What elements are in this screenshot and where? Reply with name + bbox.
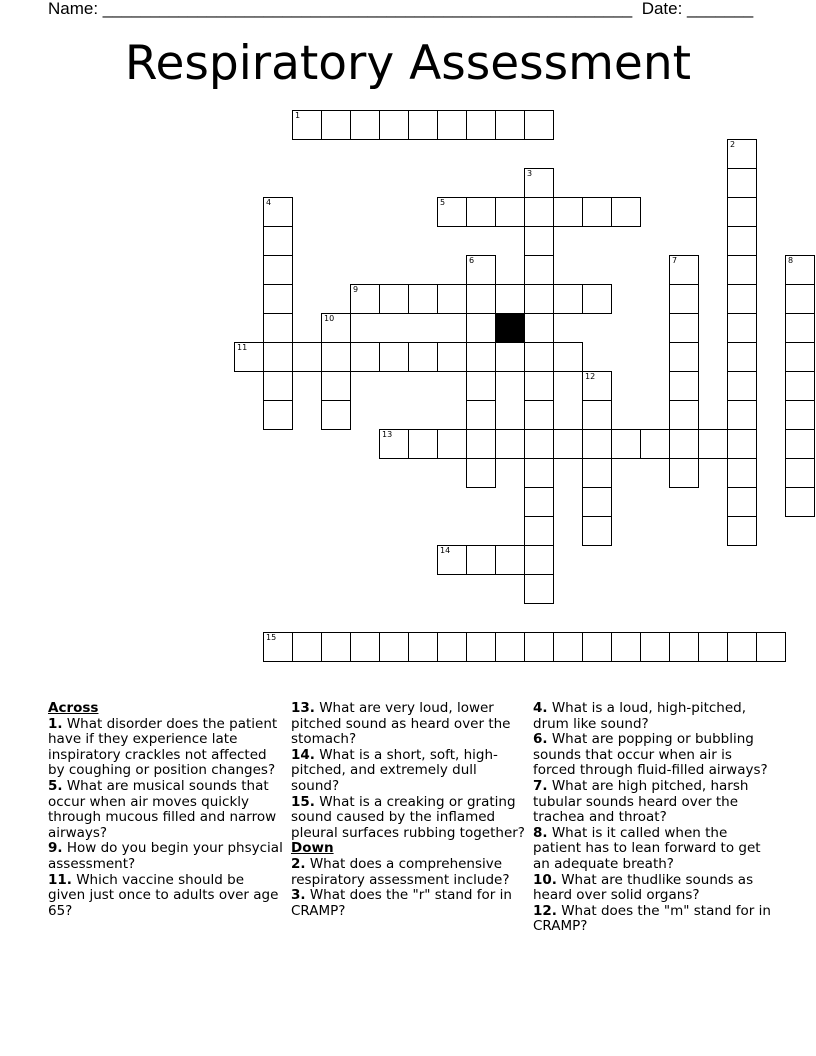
clue-number: 14	[440, 546, 451, 555]
clue-number-label: 1.	[48, 715, 63, 732]
clue-text: What are very loud, lower pitched sound as heard over the stomach?	[291, 700, 511, 748]
grid-cell[interactable]	[466, 313, 496, 343]
grid-cell[interactable]	[524, 110, 554, 140]
grid-cell[interactable]	[437, 545, 467, 575]
clue	[533, 826, 773, 873]
grid-cell[interactable]	[669, 632, 699, 662]
grid-cell[interactable]	[495, 197, 525, 227]
clue-number: 7	[672, 256, 678, 265]
clue-number-label: 9.	[48, 840, 63, 857]
grid-cell[interactable]	[466, 342, 496, 372]
clue-text: How do you begin your phsycial assessment?	[48, 840, 283, 872]
grid-cell[interactable]	[321, 313, 351, 343]
clue-number-label: 11.	[48, 871, 72, 888]
grid-cell[interactable]	[524, 458, 554, 488]
grid-cell[interactable]	[437, 197, 467, 227]
grid-cell[interactable]	[582, 487, 612, 517]
clue-number: 3	[527, 169, 533, 178]
grid-cell[interactable]	[495, 284, 525, 314]
grid-cell[interactable]	[524, 632, 554, 662]
clue-text: What does a comprehensive respiratory assessment include?	[291, 855, 510, 888]
grid-cell[interactable]	[379, 110, 409, 140]
clue	[533, 873, 773, 904]
grid-cell[interactable]	[640, 429, 670, 459]
grid-cell[interactable]	[553, 632, 583, 662]
clue-number-label: 2.	[291, 855, 306, 872]
clue-section-heading: Down	[291, 840, 334, 857]
grid-cell[interactable]	[292, 110, 322, 140]
grid-cell[interactable]	[466, 371, 496, 401]
grid-cell[interactable]	[582, 458, 612, 488]
clue-text: What does the "r" stand for in CRAMP?	[291, 887, 512, 919]
clue-number: 8	[788, 256, 794, 265]
grid-cell[interactable]	[263, 255, 293, 285]
clue-number: 1	[295, 111, 301, 120]
clue	[533, 904, 773, 935]
grid-cell[interactable]	[785, 400, 815, 430]
clue-column-1	[48, 701, 283, 919]
clue	[533, 779, 773, 826]
clue-number-label: 8.	[533, 824, 548, 841]
grid-cell[interactable]	[495, 429, 525, 459]
grid-cell[interactable]	[321, 342, 351, 372]
clue-number: 4	[266, 198, 272, 207]
grid-cell[interactable]	[785, 255, 815, 285]
grid-cell[interactable]	[524, 284, 554, 314]
grid-cell[interactable]	[437, 284, 467, 314]
clue	[291, 748, 527, 795]
grid-cell[interactable]	[263, 632, 293, 662]
clue-text: What are musical sounds that occur when air moves quickly through mucous filled and narrow airways?	[48, 777, 277, 841]
grid-cell[interactable]	[263, 197, 293, 227]
clue-text: What is it called when the patient has to lean forward to get an adequate breath?	[533, 824, 761, 872]
grid-cell[interactable]	[350, 342, 380, 372]
grid-cell[interactable]	[437, 429, 467, 459]
clue-number: 5	[440, 198, 446, 207]
grid-cell[interactable]	[466, 400, 496, 430]
grid-cell[interactable]	[524, 255, 554, 285]
grid-cell[interactable]	[408, 632, 438, 662]
clue	[533, 732, 773, 779]
page-title: Respiratory Assessment	[124, 36, 692, 91]
grid-cell[interactable]	[727, 255, 757, 285]
grid-cell[interactable]	[466, 545, 496, 575]
clue-number-label: 15.	[291, 793, 315, 810]
grid-cell[interactable]	[350, 284, 380, 314]
clue-text: What are popping or bubbling sounds that occur when air is forced through fluid-filled airways?	[533, 731, 768, 779]
clue-number-label: 5.	[48, 777, 63, 794]
grid-cell[interactable]	[727, 284, 757, 314]
grid-cell[interactable]	[437, 110, 467, 140]
grid-cell[interactable]	[553, 429, 583, 459]
clue-number-label: 14.	[291, 746, 315, 763]
grid-cell[interactable]	[727, 197, 757, 227]
grid-cell[interactable]	[350, 632, 380, 662]
clue	[291, 857, 527, 888]
grid-cell[interactable]	[727, 371, 757, 401]
grid-cell[interactable]	[611, 197, 641, 227]
grid-cell[interactable]	[727, 139, 757, 169]
name-date-line: Name: ________________________________________________________ Date: _______	[48, 0, 754, 18]
grid-cell[interactable]	[263, 226, 293, 256]
grid-cell[interactable]	[553, 284, 583, 314]
grid-cell[interactable]	[727, 487, 757, 517]
grid-cell[interactable]	[292, 342, 322, 372]
grid-cell[interactable]	[466, 284, 496, 314]
grid-cell[interactable]	[466, 110, 496, 140]
grid-cell[interactable]	[669, 255, 699, 285]
grid-cell[interactable]	[495, 632, 525, 662]
clue-text: What are thudlike sounds as heard over solid organs?	[533, 871, 754, 904]
grid-cell[interactable]	[698, 429, 728, 459]
grid-cell[interactable]	[321, 371, 351, 401]
grid-cell[interactable]	[727, 458, 757, 488]
grid-cell[interactable]	[524, 226, 554, 256]
clue-number: 6	[469, 256, 475, 265]
grid-cell[interactable]	[553, 342, 583, 372]
clue-column-2	[291, 701, 527, 919]
clue-number-label: 10.	[533, 871, 557, 888]
clue	[48, 779, 283, 841]
grid-cell[interactable]	[756, 632, 786, 662]
grid-cell[interactable]	[524, 429, 554, 459]
grid-cell[interactable]	[669, 313, 699, 343]
grid-cell[interactable]	[321, 632, 351, 662]
grid-cell[interactable]	[495, 342, 525, 372]
black-cell	[495, 313, 525, 343]
grid-cell[interactable]	[785, 284, 815, 314]
grid-cell[interactable]	[437, 632, 467, 662]
grid-cell[interactable]	[698, 632, 728, 662]
clue-text: What is a loud, high-pitched, drum like sound?	[533, 700, 747, 732]
grid-cell[interactable]	[669, 458, 699, 488]
clue-number-label: 12.	[533, 902, 557, 919]
grid-cell[interactable]	[611, 429, 641, 459]
grid-cell[interactable]	[263, 313, 293, 343]
grid-cell[interactable]	[582, 632, 612, 662]
grid-cell[interactable]	[611, 632, 641, 662]
grid-cell[interactable]	[582, 197, 612, 227]
grid-cell[interactable]	[466, 458, 496, 488]
grid-cell[interactable]	[553, 197, 583, 227]
clue-column-3	[533, 701, 773, 935]
clue-text: What disorder does the patient have if they experience late inspiratory crackles not affected by coughing or position changes?	[48, 715, 278, 779]
grid-cell[interactable]	[524, 371, 554, 401]
clue	[48, 841, 283, 872]
grid-cell[interactable]	[582, 429, 612, 459]
clue-text: What is a creaking or grating sound caused by the inflamed pleural surfaces rubbing together?	[291, 793, 525, 841]
clue-number: 12	[585, 372, 596, 381]
clue-number-label: 3.	[291, 887, 306, 904]
grid-cell[interactable]	[263, 284, 293, 314]
grid-cell[interactable]	[524, 516, 554, 546]
grid-cell[interactable]	[379, 284, 409, 314]
grid-cell[interactable]	[669, 284, 699, 314]
grid-cell[interactable]	[408, 284, 438, 314]
clue-number-label: 13.	[291, 700, 315, 716]
grid-cell[interactable]	[785, 342, 815, 372]
grid-cell[interactable]	[379, 342, 409, 372]
grid-cell[interactable]	[437, 342, 467, 372]
grid-cell[interactable]	[408, 342, 438, 372]
clue-number: 11	[237, 343, 248, 352]
grid-cell[interactable]	[408, 429, 438, 459]
clue	[291, 701, 527, 748]
grid-cell[interactable]	[785, 429, 815, 459]
clue	[48, 873, 283, 920]
grid-cell[interactable]	[321, 110, 351, 140]
grid-cell[interactable]	[466, 255, 496, 285]
grid-cell[interactable]	[727, 632, 757, 662]
grid-cell[interactable]	[524, 197, 554, 227]
grid-cell[interactable]	[292, 632, 322, 662]
grid-cell[interactable]	[524, 400, 554, 430]
clue-number-label: 6.	[533, 731, 548, 748]
grid-cell[interactable]	[727, 168, 757, 198]
clue	[291, 888, 527, 919]
grid-cell[interactable]	[379, 632, 409, 662]
grid-cell[interactable]	[524, 313, 554, 343]
clue-number: 9	[353, 285, 359, 294]
grid-cell[interactable]	[669, 429, 699, 459]
grid-cell[interactable]	[524, 342, 554, 372]
clue-text: What are high pitched, harsh tubular sounds heard over the trachea and throat?	[533, 777, 749, 826]
grid-cell[interactable]	[669, 371, 699, 401]
grid-cell[interactable]	[785, 313, 815, 343]
grid-cell[interactable]	[263, 400, 293, 430]
grid-cell[interactable]	[669, 400, 699, 430]
clue-text: Which vaccine should be given just once to adults over age 65?	[48, 871, 279, 919]
grid-cell[interactable]	[785, 371, 815, 401]
clue-number: 10	[324, 314, 335, 323]
grid-cell[interactable]	[524, 168, 554, 198]
grid-cell[interactable]	[727, 313, 757, 343]
clue	[291, 795, 527, 842]
grid-cell[interactable]	[727, 400, 757, 430]
grid-cell[interactable]	[727, 342, 757, 372]
clue-section-heading: Across	[48, 700, 99, 716]
clue-number: 2	[730, 140, 736, 149]
grid-cell[interactable]	[408, 110, 438, 140]
grid-cell[interactable]	[582, 371, 612, 401]
grid-cell[interactable]	[669, 342, 699, 372]
grid-cell[interactable]	[379, 429, 409, 459]
grid-cell[interactable]	[466, 632, 496, 662]
grid-cell[interactable]	[350, 110, 380, 140]
clue-number-label: 7.	[533, 777, 548, 794]
grid-cell[interactable]	[524, 545, 554, 575]
clue-number: 15	[266, 633, 277, 642]
grid-cell[interactable]	[582, 516, 612, 546]
clue-number-label: 4.	[533, 700, 548, 716]
grid-cell[interactable]	[727, 429, 757, 459]
grid-cell[interactable]	[466, 197, 496, 227]
grid-cell[interactable]	[466, 429, 496, 459]
grid-cell[interactable]	[495, 110, 525, 140]
grid-cell[interactable]	[582, 284, 612, 314]
clue	[533, 701, 773, 732]
grid-cell[interactable]	[524, 574, 554, 604]
grid-cell[interactable]	[727, 226, 757, 256]
grid-cell[interactable]	[321, 400, 351, 430]
grid-cell[interactable]	[785, 458, 815, 488]
grid-cell[interactable]	[582, 400, 612, 430]
grid-cell[interactable]	[495, 545, 525, 575]
grid-cell[interactable]	[263, 342, 293, 372]
clue-number: 13	[382, 430, 393, 439]
clue-text: What does the "m" stand for in CRAMP?	[533, 902, 771, 935]
clue	[48, 717, 283, 779]
grid-cell[interactable]	[524, 487, 554, 517]
grid-cell[interactable]	[640, 632, 670, 662]
grid-cell[interactable]	[727, 516, 757, 546]
grid-cell[interactable]	[263, 371, 293, 401]
grid-cell[interactable]	[785, 487, 815, 517]
clue-text: What is a short, soft, high-pitched, and extremely dull sound?	[291, 746, 498, 794]
grid-cell[interactable]	[234, 342, 264, 372]
